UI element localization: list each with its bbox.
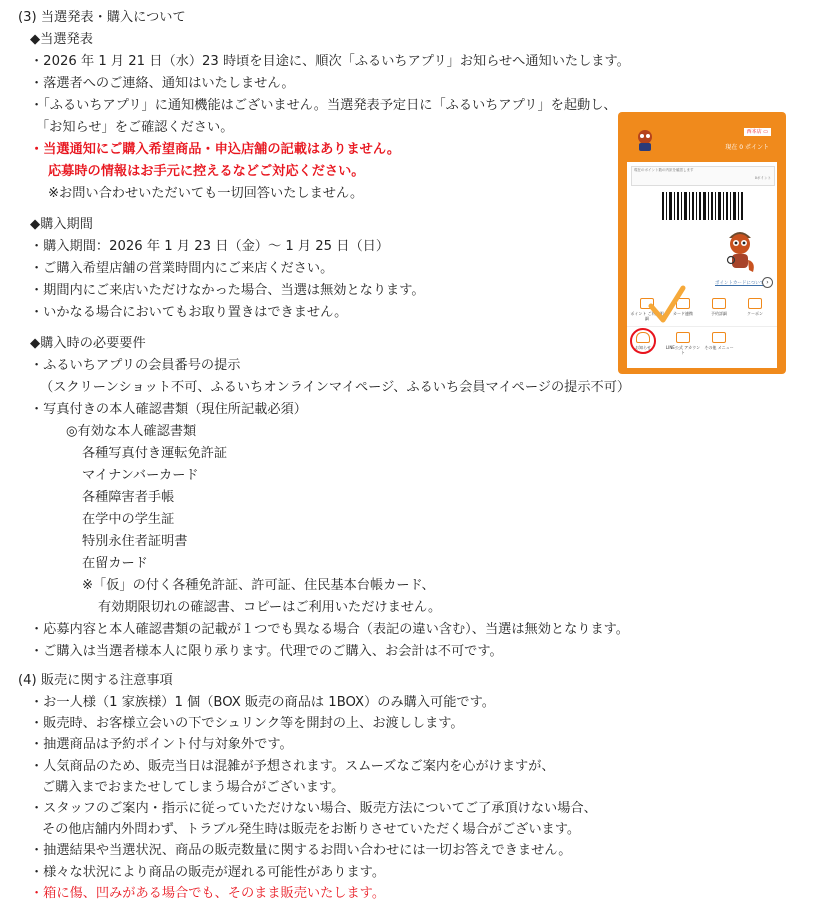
app-header: [627, 122, 777, 162]
arrow-right-icon[interactable]: ›: [762, 277, 773, 288]
menu-label: ポイント ご利用明細: [630, 311, 664, 321]
sales-note: ・人気商品のため、販売当日は混雑が予想されます。スムーズなご案内を心がけますが、: [30, 758, 555, 774]
mascot-logo-icon: [635, 128, 655, 152]
more-menu-icon: [712, 332, 726, 343]
points-label: 現在 0 ポイント: [725, 144, 769, 151]
sales-note: その他店舗内外問わず、トラブル発生時は販売をお断りさせていただく場合がございます。: [42, 822, 581, 838]
menu-reservation[interactable]: [701, 298, 737, 324]
valid-docs-heading: ◎有効な本人確認書類: [66, 424, 197, 439]
sales-note: ・お一人様（1 家族様）1 個（BOX 販売の商品は 1BOX）のみ購入可能です。: [30, 695, 495, 710]
check-arrow-icon: [647, 284, 687, 326]
period-item: ・購入期間：2026 年 1 月 23 日（金）～ 1 月 25 日（日）: [30, 239, 390, 254]
sales-note: ・様々な状況により商品の販売が遅れる可能性があります。: [30, 864, 386, 880]
coupon-icon: [748, 298, 762, 309]
menu-label: その他 メニュー: [704, 345, 734, 350]
line-icon: [676, 332, 690, 343]
reserve-points-row[interactable]: [631, 166, 775, 186]
valid-doc: 各種障害者手帳: [82, 490, 175, 505]
period-item: ・いかなる場合においてもお取り置きはできません。: [30, 305, 348, 320]
requirement-mismatch: ・応募内容と本人確認書類の記載が１つでも異なる場合（表記の違い含む）、当選は無効となります。: [30, 622, 629, 637]
requirements-heading: ◆購入時の必要要件: [30, 336, 146, 351]
section-3-title: (3) 当選発表・購入について: [18, 10, 186, 25]
section-4-title: (4) 販売に関する注意事項: [18, 673, 173, 688]
announce-warning: 応募時の情報はお手元に控えるなどご対応ください。: [48, 164, 365, 179]
menu-more[interactable]: [701, 332, 737, 358]
valid-doc: マイナンバーカード: [82, 468, 199, 483]
announce-item: ・落選者へのご連絡、通知はいたしません。: [30, 76, 295, 91]
sales-note: ・販売時、お客様立会いの下でシュリンク等を開封の上、お渡しします。: [30, 716, 464, 732]
menu-coupon[interactable]: [737, 298, 773, 324]
menu-label: クーポン: [747, 311, 763, 316]
invalid-docs-note: 有効期限切れの確認書、コピーはご利用いただけません。: [98, 600, 442, 615]
mascot-detective-icon: [723, 226, 757, 274]
valid-doc: 在留カード: [82, 556, 148, 571]
sales-note: ・スタッフのご案内・指示に従っていただけない場合、販売方法についてご了承頂けない場合、: [30, 801, 597, 816]
reserve-text: 現在のポイント数の内訳を確認します: [634, 168, 694, 172]
period-item: ・期間内にご来店いただけなかった場合、当選は無効となります。: [30, 283, 425, 298]
valid-doc: 在学中の学生証: [82, 512, 175, 527]
announce-item: ・2026 年 1 月 21 日（水）23 時頃を目途に、順次「ふるいちアプリ」お知らせへ通知いたします。: [30, 54, 630, 69]
menu-label: カード連携: [673, 311, 693, 316]
reserve-points: 0ポイント: [754, 176, 771, 180]
store-badge: 西本店 ▭: [744, 128, 771, 136]
requirement-id: ・写真付きの本人確認書類（現住所記載必須）: [30, 402, 307, 417]
announce-item: ・「ふるいちアプリ」に通知機能はございません。当選発表予定日に「ふるいちアプリ」を起動し、: [30, 98, 617, 113]
requirement-member-note: （スクリーンショット不可、ふるいちオンラインマイページ、ふるいち会員マイページの提示不可）: [40, 380, 631, 395]
valid-doc: 各種写真付き運転免許証: [82, 446, 228, 461]
barcode-icon: [662, 192, 744, 220]
announce-note: ※お問い合わせいただいても一切回答いたしません。: [48, 186, 364, 201]
app-screen: [627, 122, 777, 368]
app-screenshot: [618, 112, 786, 374]
requirement-principal: ・ご購入は当選者様本人に限り承ります。代理でのご購入、お会計は不可です。: [30, 644, 503, 659]
period-item: ・ご購入希望店舗の営業時間内にご来店ください。: [30, 261, 334, 276]
announce-item: 「お知らせ」をご確認ください。: [36, 120, 234, 135]
invalid-docs-note: ※「仮」の付く各種免許証、許可証、住民基本台帳カード、: [82, 578, 435, 593]
requirement-member: ・ふるいちアプリの会員番号の提示: [30, 358, 241, 373]
valid-doc: 特別永住者証明書: [82, 534, 188, 549]
menu-label: お知らせ: [635, 345, 651, 350]
point-card-link[interactable]: ポイントカードについて: [715, 281, 765, 286]
menu-label: LINE公式 アカウント: [665, 345, 701, 355]
sales-note: ・抽選商品は予約ポイント付与対象外です。: [30, 737, 293, 753]
period-heading: ◆購入期間: [30, 217, 93, 232]
sales-warning: ・箱に傷、凹みがある場合でも、そのまま販売いたします。: [30, 885, 386, 901]
sales-note: ・抽選結果や当選状況、商品の販売数量に関するお問い合わせには一切お答えできません。: [30, 843, 572, 859]
highlight-circle: [630, 328, 656, 354]
announce-heading: ◆当選発表: [30, 32, 93, 47]
sales-note: ご購入までおまたせしてしまう場合がございます。: [42, 779, 345, 795]
reservation-icon: [712, 298, 726, 309]
menu-label: 予約詳細: [711, 311, 727, 316]
menu-line-account[interactable]: [665, 332, 701, 358]
announce-warning: ・当選通知にご購入希望商品・申込店舗の記載はありません。: [30, 142, 401, 157]
menu-divider: [627, 326, 777, 327]
